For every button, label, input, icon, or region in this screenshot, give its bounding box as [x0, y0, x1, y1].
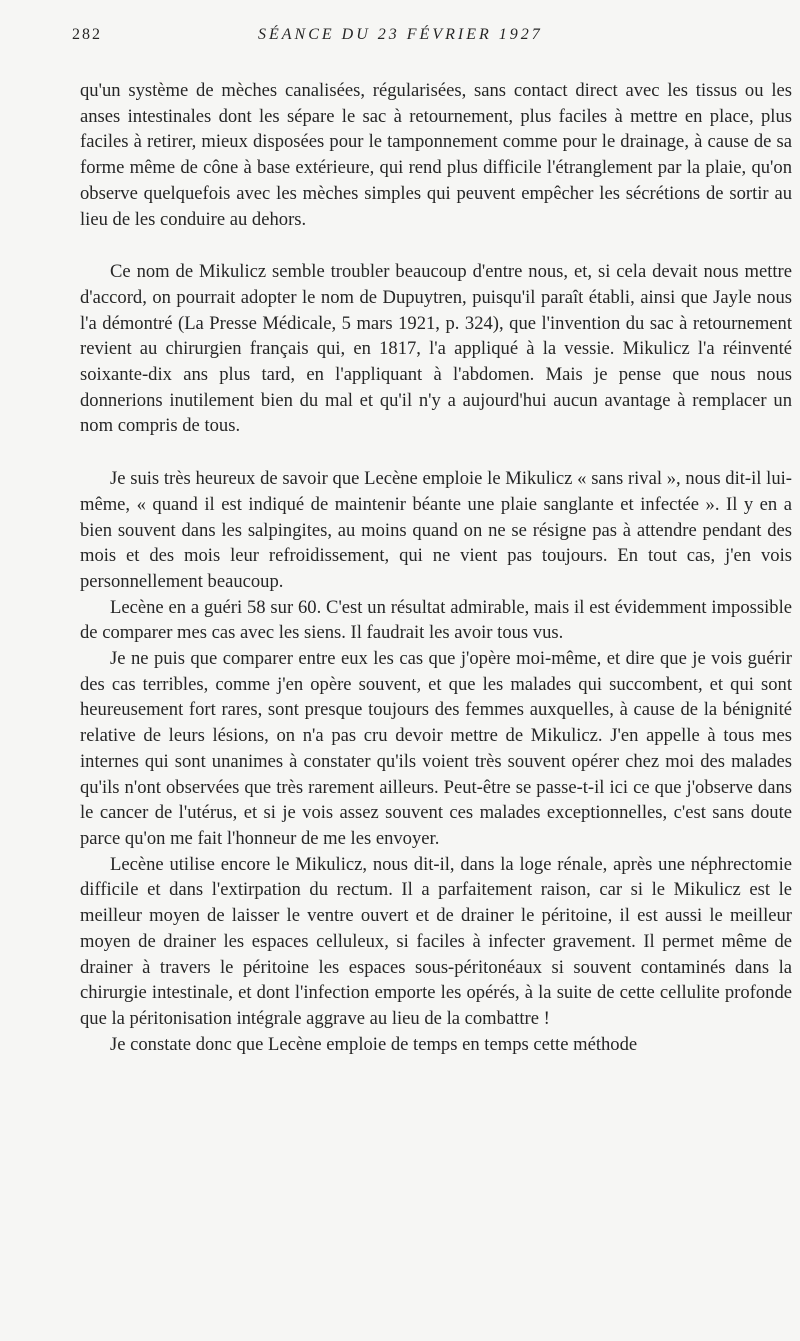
paragraph-6: Lecène utilise encore le Mikulicz, nous dit-il, dans la loge rénale, après une néphrectomie difficile et dans l'extirpation du rectum. Il a parfaitement raison, car si le Mikulicz est le meilleur moyen de laisser le ventre ouvert et de drainer le péritoine, il est aussi le meilleur moyen de drainer les espaces celluleux, si faciles à infecter gravement. Il permet même de drainer à travers le péritoine les espaces sous-péritonéaux si souvent contaminés dans la chirurgie intestinale, et dont l'infection emporte les opérés, à la suite de cette cellulite profonde que la péritonisation intégrale aggrave au lieu de la combattre ! — [80, 853, 792, 1029]
paragraph-3: Je suis très heureux de savoir que Lecène emploie le Mikulicz « sans rival », nous dit-il lui-même, « quand il est indiqué de maintenir béante une plaie sanglante et infectée ». Il y en a bien souvent dans les salpingites, au moins quand on ne se résigne pas à attendre pendant des mois et des mois leur refroidissement, qui ne vient pas toujours. En tout cas, j'en vois personnellement beaucoup. — [80, 468, 792, 592]
paragraph-7: Je constate donc que Lecène emploie de temps en temps cette méthode — [110, 1033, 638, 1055]
page-header — [72, 26, 788, 52]
paragraph-1: qu'un système de mèches canalisées, régularisées, sans contact direct avec les tissus ou les anses intestinales dont les sépare le sac à retournement, plus faciles à mettre en place, plus faciles à retirer, mieux disposées pour le tamponnement comme pour le drainage, à cause de sa forme même de cône à base extérieure, qui rend plus difficile l'étranglement par la plaie, qu'on observe quelquefois avec les mèches simples qui peuvent empêcher les sécrétions de sortir au lieu de les conduire au dehors. — [80, 80, 792, 230]
paragraph-2: Ce nom de Mikulicz semble troubler beaucoup d'entre nous, et, si cela devait nous mettre d'accord, on pourrait adopter le nom de Dupuytren, puisqu'il paraît établi, ainsi que Jayle nous l'a démontré (La Presse Médicale, 5 mars 1921, p. 324), que l'invention du sac à retournement revient au chirurgien français qui, en 1817, l'a appliqué à la vessie. Mikulicz l'a réinventé soixante-dix ans plus tard, en l'appliquant à l'abdomen. Mais je pense que nous nous donnerions inutilement bien du mal et qu'il n'y a aujourd'hui aucun avantage à remplacer un nom compris de tous. — [80, 261, 792, 437]
running-head: SÉANCE DU 23 FÉVRIER 1927 — [258, 26, 543, 43]
page-number: 282 — [72, 26, 102, 43]
paragraph-4: Lecène en a guéri 58 sur 60. C'est un résultat admirable, mais il est évidemment impossible de comparer mes cas avec les siens. Il faudrait les avoir tous vus. — [80, 596, 792, 644]
body-text — [80, 78, 792, 1057]
paragraph-5: Je ne puis que comparer entre eux les cas que j'opère moi-même, et dire que je vois guérir des cas terribles, comme j'en opère souvent, et que les malades qui succombent, et qui sont heureusement fort rares, sont presque toujours des femmes auxquelles, à cause de la bénignité relative de leurs lésions, on n'a pas cru devoir mettre de Mikulicz. J'en appelle à tous mes internes qui sont unanimes à constater qu'ils voient très souvent opérer chez moi des malades qu'ils n'ont observées que très rarement ailleurs. Peut-être se passe-t-il ici ce que j'observe dans le cancer de l'utérus, et si je vois assez souvent ces malades exceptionnelles, c'est sans doute parce qu'on me fait l'honneur de me les envoyer. — [80, 648, 792, 849]
